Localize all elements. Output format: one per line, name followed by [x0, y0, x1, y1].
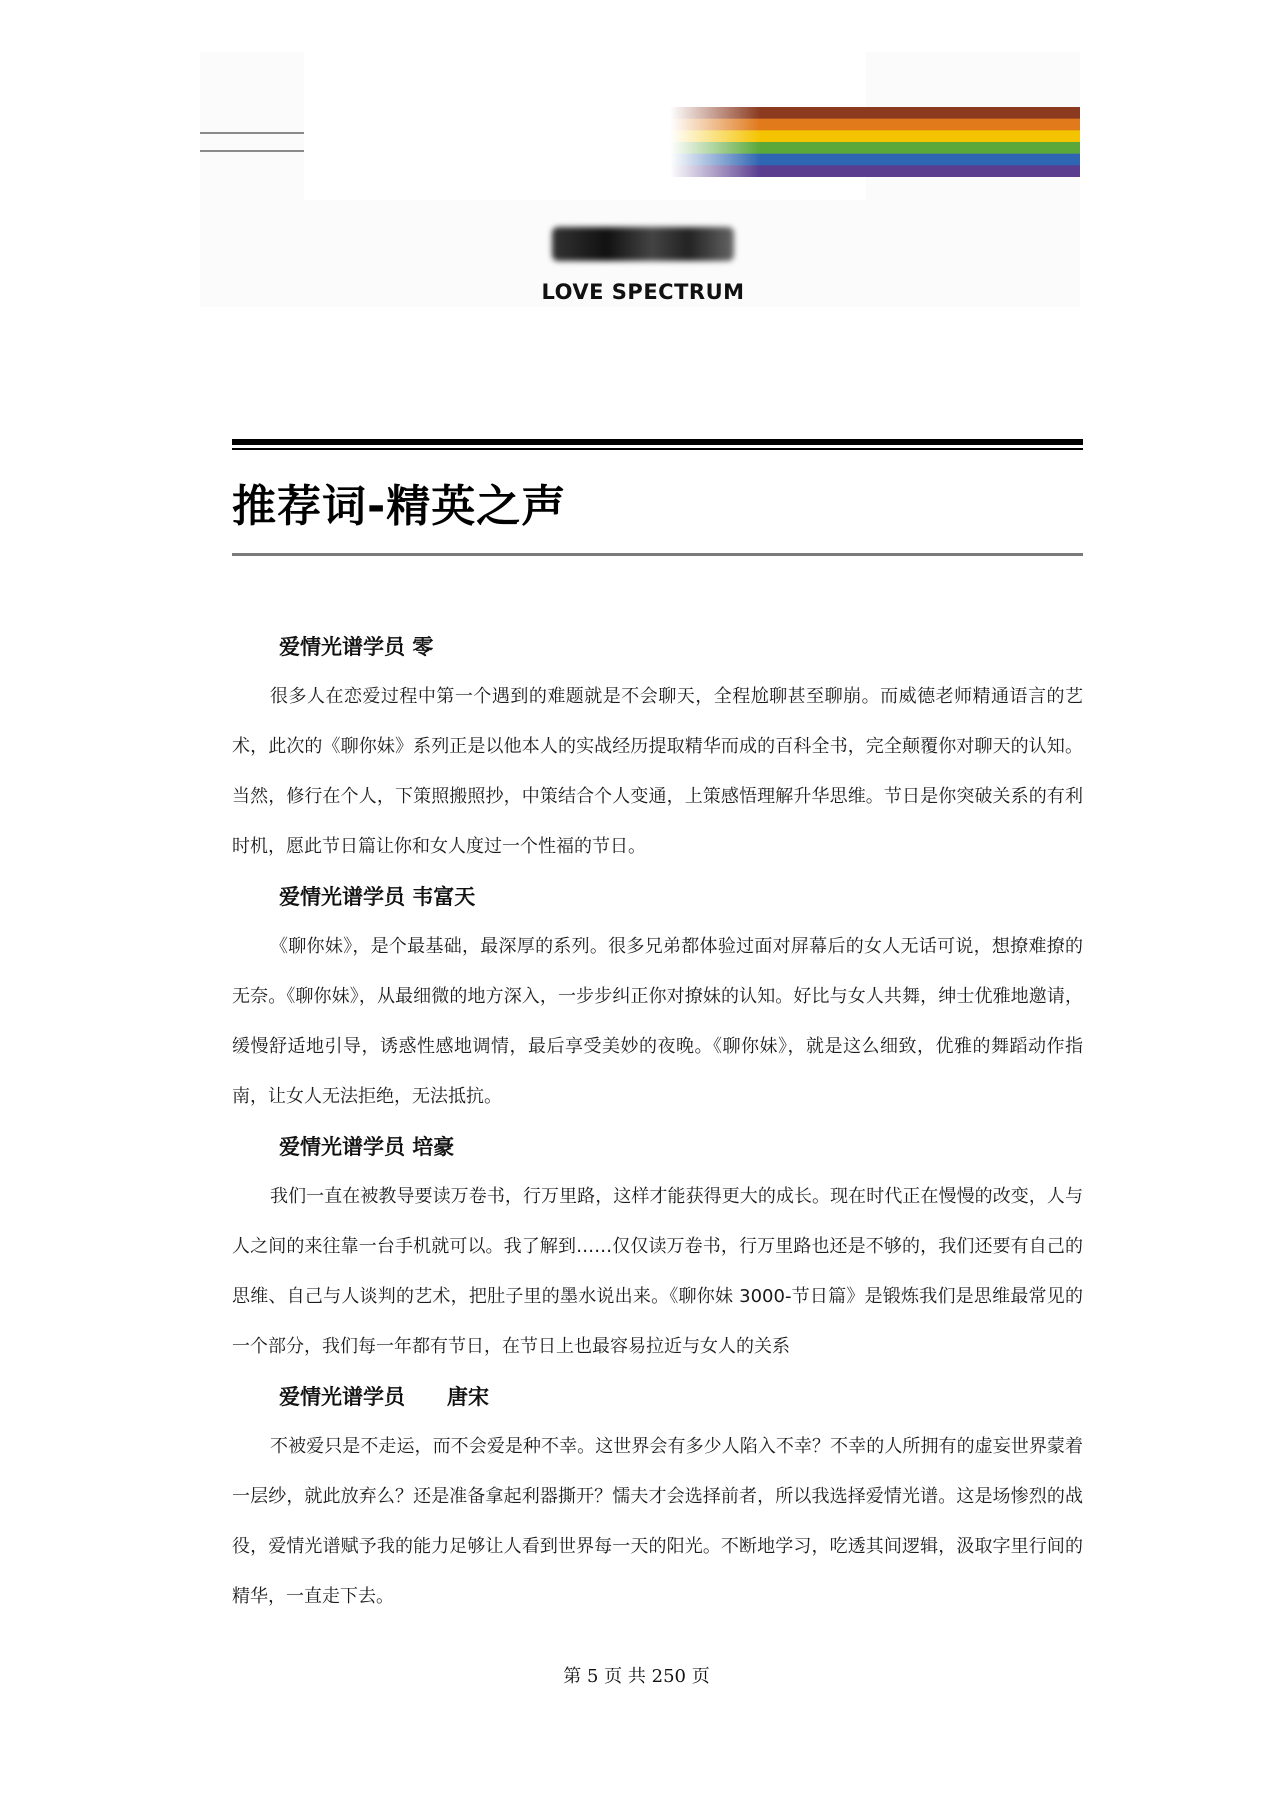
- testimonial-body: 不被爱只是不走运，而不会爱是种不幸。这世界会有多少人陷入不幸？不幸的人所拥有的虚妄世界蒙着一层纱，就此放弃么？还是准备拿起利器撕开？懦夫才会选择前者，所以我选择爱情光谱。这是场惨烈的战役，爱情光谱赋予我的能力足够让人看到世界每一天的阳光。不断地学习，吃透其间逻辑，汲取字里行间的精华，一直走下去。: [232, 1436, 1083, 1607]
- header-decor-lines: [200, 132, 304, 168]
- testimonial-heading: 爱情光谱学员 培豪: [279, 1135, 455, 1159]
- testimonial-heading: 爱情光谱学员 韦富天: [279, 885, 476, 909]
- testimonial-heading: 爱情光谱学员 零: [279, 635, 434, 659]
- testimonial-section: [232, 1122, 1083, 1372]
- title-rule-bottom: [232, 553, 1083, 556]
- testimonial-body: 很多人在恋爱过程中第一个遇到的难题就是不会聊天，全程尬聊甚至聊崩。而威德老师精通语言的艺术，此次的《聊你妹》系列正是以他本人的实战经历提取精华而成的百科全书，完全颠覆你对聊天的认知。当然，修行在个人，下策照搬照抄，中策结合个人变通，上策感悟理解升华思维。节日是你突破关系的有利时机，愿此节日篇让你和女人度过一个性福的节日。: [232, 686, 1083, 857]
- testimonial-heading: 爱情光谱学员 唐宋: [279, 1385, 489, 1409]
- title-rule-top: [232, 439, 1083, 450]
- logo-mark: [552, 227, 734, 261]
- testimonial-body: 《聊你妹》，是个最基础，最深厚的系列。很多兄弟都体验过面对屏幕后的女人无话可说，想撩难撩的无奈。《聊你妹》，从最细微的地方深入，一步步纠正你对撩妹的认知。好比与女人共舞，绅士优雅地邀请，缓慢舒适地引导，诱惑性感地调情，最后享受美妙的夜晚。《聊你妹》，就是这么细致，优雅的舞蹈动作指南，让女人无法拒绝，无法抵抗。: [232, 936, 1083, 1107]
- testimonial-section: [232, 872, 1083, 1122]
- page-title: 推荐词-精英之声: [232, 481, 567, 532]
- testimonial-section: [232, 1372, 1083, 1622]
- header-banner: [200, 52, 1080, 307]
- testimonial-section: [232, 622, 1083, 872]
- testimonial-body: 我们一直在被教导要读万卷书，行万里路，这样才能获得更大的成长。现在时代正在慢慢的改变，人与人之间的来往靠一台手机就可以。我了解到……仅仅读万卷书，行万里路也还是不够的，我们还要有自己的思维、自己与人谈判的艺术，把肚子里的墨水说出来。《聊你妹 3000-节日篇》是锻炼我们是思维最常见的一个部分，我们每一年都有节日，在节日上也最容易拉近与女人的关系: [232, 1186, 1083, 1357]
- logo-text: LOVE SPECTRUM: [541, 280, 745, 304]
- rainbow-stripes: [670, 107, 1080, 177]
- testimonial-list: [232, 622, 1083, 1622]
- page-number: 第 5 页 共 250 页: [563, 1666, 710, 1687]
